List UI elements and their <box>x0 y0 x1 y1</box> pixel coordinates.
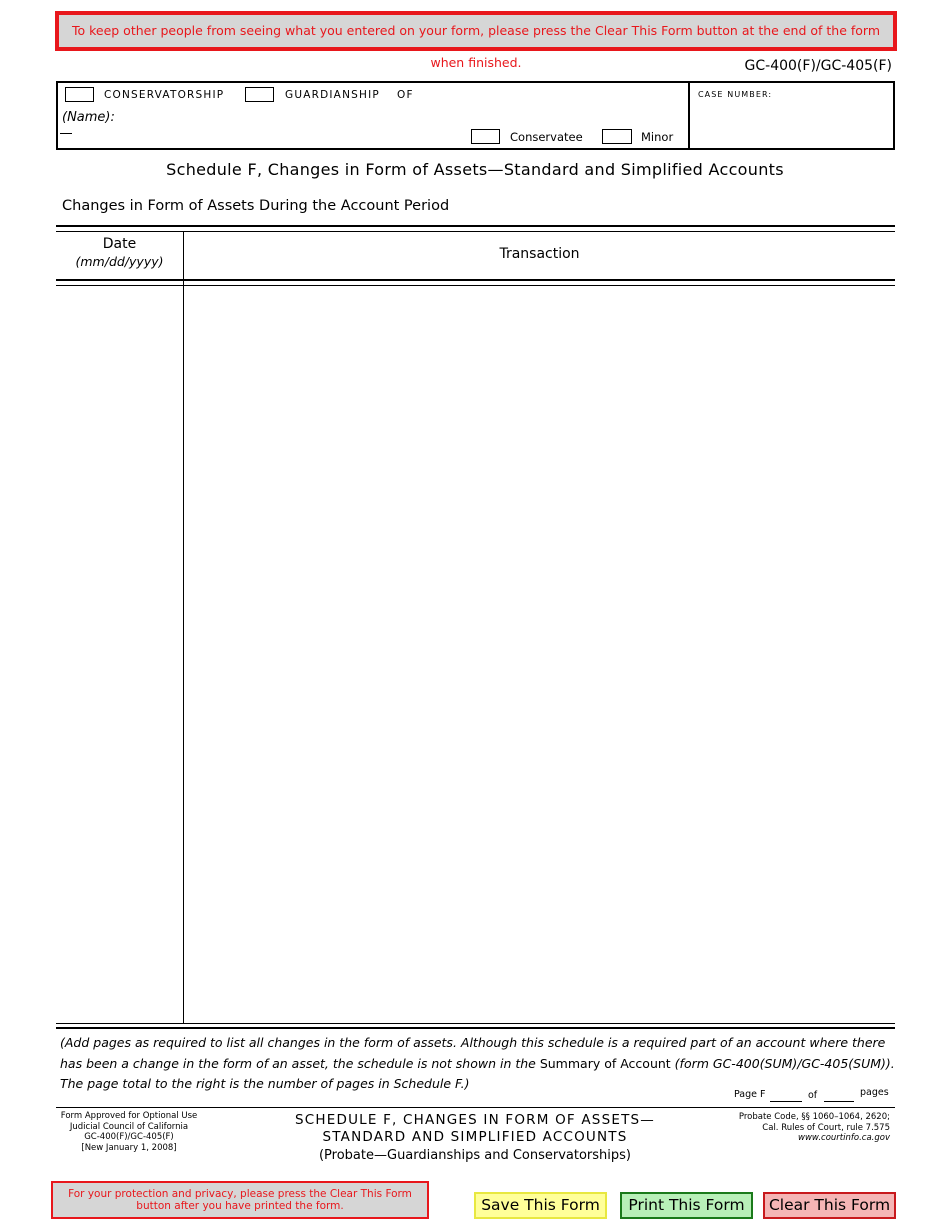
transaction-column-header: Transaction <box>499 246 580 262</box>
caption-box <box>56 81 895 150</box>
save-form-button[interactable]: Save This Form <box>474 1192 607 1219</box>
conservatee-label: Conservatee <box>510 130 583 144</box>
page-number-field[interactable] <box>770 1090 802 1102</box>
table-bottom-rule <box>56 1023 895 1024</box>
page-label: Page F <box>734 1089 766 1100</box>
privacy-notice-bottom: For your protection and privacy, please press the Clear This Form button after you have printed the form. <box>51 1181 429 1219</box>
page-total-field[interactable] <box>824 1090 854 1102</box>
date-format-hint: (mm/dd/yyyy) <box>75 254 164 269</box>
footer-left-line: [New January 1, 2008] <box>81 1142 177 1153</box>
name-field[interactable] <box>118 110 678 128</box>
guardianship-label: GUARDIANSHIP <box>285 89 380 101</box>
form-number: GC-400(F)/GC-405(F) <box>744 58 892 74</box>
transaction-entry-area[interactable] <box>185 287 895 1023</box>
section-subtitle: Changes in Form of Assets During the Account Period <box>62 198 450 214</box>
of-label: OF <box>397 89 414 101</box>
conservatee-checkbox[interactable] <box>471 129 500 144</box>
guardianship-checkbox[interactable] <box>245 87 274 102</box>
rules-of-court-citation: Cal. Rules of Court, rule 7.575 <box>762 1122 890 1133</box>
footer-title <box>240 1112 710 1166</box>
pages-label: pages <box>860 1087 889 1098</box>
privacy-notice-top: To keep other people from seeing what you entered on your form, please press the Clear This Form button at the end of the form when finished. <box>55 11 897 51</box>
instructions-text <box>60 1033 895 1095</box>
page-of-label: of <box>808 1090 818 1101</box>
courtinfo-link[interactable]: www.courtinfo.ca.gov <box>798 1133 890 1143</box>
minor-checkbox[interactable] <box>602 129 632 144</box>
instructions-part1: (Add pages as required to list all changes in the form of assets. Although this schedule is a required part of an account where there has been a change in the form of an asset, the schedule is not shown in the <box>60 1035 886 1071</box>
case-number-divider <box>688 83 690 148</box>
schedule-title: Schedule F, Changes in Form of Assets—Standard and Simplified Accounts <box>166 160 784 179</box>
conservatorship-checkbox[interactable] <box>65 87 94 102</box>
name-underline-tick <box>60 133 72 134</box>
clear-form-button[interactable]: Clear This Form <box>763 1192 896 1219</box>
form-approval-info <box>56 1111 202 1153</box>
header-bottom-rule <box>56 279 895 281</box>
column-divider <box>183 231 184 1024</box>
footer-rule <box>56 1107 895 1108</box>
name-label: (Name): <box>62 110 115 125</box>
instructions-part2: (form GC-400(SUM)/GC-405(SUM)). The page total to the right is the number of pages in Schedule F.) <box>60 1055 895 1091</box>
header-bottom-rule-inner <box>56 285 895 286</box>
footer-title-line3: (Probate—Guardianships and Conservatorships) <box>318 1148 631 1163</box>
date-entry-area[interactable] <box>56 287 183 1023</box>
table-top-rule <box>56 225 895 227</box>
case-number-field[interactable] <box>698 105 888 143</box>
date-column-header <box>56 236 183 269</box>
legal-citations <box>670 1112 890 1144</box>
summary-of-account-text: Summary of Account <box>539 1055 671 1071</box>
footer-left-line: Form Approved for Optional Use <box>60 1111 198 1121</box>
footer-left-line: Judicial Council of California <box>69 1121 189 1132</box>
case-number-label: CASE NUMBER: <box>698 90 773 99</box>
table-top-rule-inner <box>56 231 895 232</box>
footer-left-line: GC-400(F)/GC-405(F) <box>84 1132 174 1142</box>
footer-title-line2: STANDARD AND SIMPLIFIED ACCOUNTS <box>322 1129 628 1145</box>
footer-title-line1: SCHEDULE F, CHANGES IN FORM OF ASSETS— <box>295 1112 655 1128</box>
table-bottom-rule-outer <box>56 1027 895 1029</box>
probate-code-citation: Probate Code, §§ 1060–1064, 2620; <box>738 1112 890 1122</box>
conservatorship-label: CONSERVATORSHIP <box>104 89 225 101</box>
minor-label: Minor <box>641 130 674 144</box>
date-header-label: Date <box>102 236 137 252</box>
print-form-button[interactable]: Print This Form <box>620 1192 753 1219</box>
